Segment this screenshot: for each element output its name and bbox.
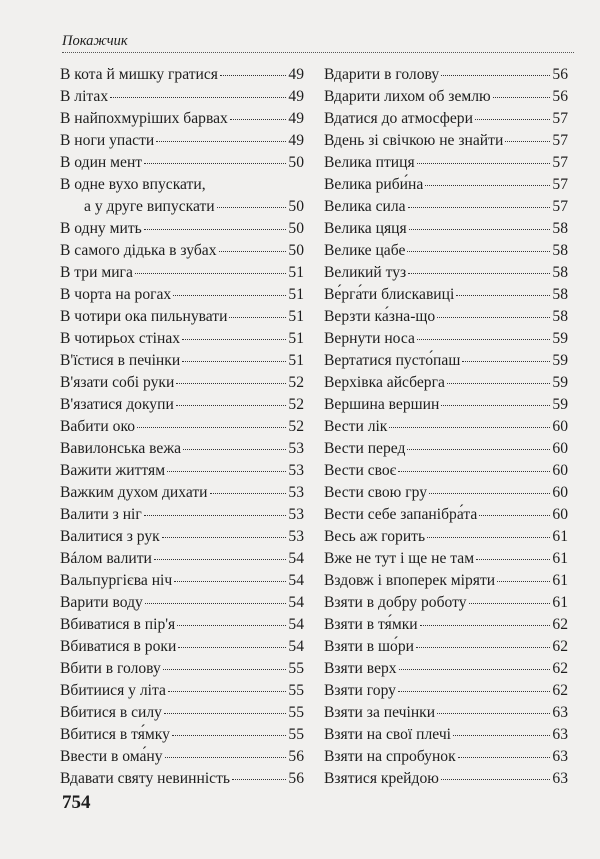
dot-leader	[162, 537, 287, 538]
index-entry-term: Велика сила	[324, 198, 406, 215]
index-entry-page: 57	[552, 154, 568, 171]
index-entry-page: 51	[288, 264, 304, 281]
dot-leader	[462, 361, 550, 362]
index-entry-page: 51	[288, 330, 304, 347]
index-entry-page: 58	[552, 220, 568, 237]
index-entry-term: Вавилонська вежа	[60, 440, 182, 457]
index-entry-page: 56	[288, 770, 304, 787]
dot-leader	[154, 559, 287, 560]
index-entry	[60, 372, 304, 394]
dot-leader	[475, 119, 550, 120]
index-entry-page: 51	[288, 286, 304, 303]
index-entry-term: Вести своє	[324, 462, 397, 479]
index-entry	[60, 570, 304, 592]
index-entry-term: Вернути носа	[324, 330, 415, 347]
index-entry-page: 60	[552, 418, 568, 435]
dot-leader	[389, 427, 550, 428]
dot-leader	[479, 515, 550, 516]
dot-leader	[429, 493, 550, 494]
index-entry-term: В три мига	[60, 264, 133, 281]
dot-leader	[398, 471, 550, 472]
index-entry-term: Важити життям	[60, 462, 166, 479]
index-entry-page: 54	[288, 616, 304, 633]
dot-leader	[493, 97, 551, 98]
index-entry-page: 54	[288, 550, 304, 567]
dot-leader	[437, 317, 550, 318]
index-entry-term: Великий туз	[324, 264, 407, 281]
index-entry-term: Вдарити в голову	[324, 66, 440, 83]
index-entry-page: 52	[288, 418, 304, 435]
index-entry-term: Валити з ніг	[60, 506, 142, 523]
index-entry-term: Вертатися пусто́паш	[324, 352, 461, 369]
dot-leader	[425, 185, 550, 186]
index-entry-page: 50	[288, 154, 304, 171]
index-entry-page: 59	[552, 374, 568, 391]
index-entry-term: Велика птиця	[324, 154, 415, 171]
index-entry-page: 52	[288, 374, 304, 391]
dot-leader	[453, 735, 550, 736]
index-entry-term: Вдарити лихом об землю	[324, 88, 491, 105]
index-entry-term: Вбитися в силу	[60, 704, 162, 721]
dot-leader	[182, 339, 286, 340]
index-entry	[324, 592, 568, 614]
index-entry	[324, 614, 568, 636]
index-entry-term: Вдень зі свічкою не знайти	[324, 132, 504, 149]
index-entry-page: 61	[552, 572, 568, 589]
index-entry	[60, 284, 304, 306]
dot-leader	[456, 295, 550, 296]
index-column-right	[324, 64, 568, 790]
index-entry	[60, 350, 304, 372]
index-entry-page: 59	[552, 330, 568, 347]
index-entry	[60, 328, 304, 350]
index-entry-page: 53	[288, 440, 304, 457]
index-entry-page: 62	[552, 660, 568, 677]
index-entry-term: Вести перед	[324, 440, 406, 457]
dot-leader	[137, 427, 286, 428]
index-entry-page: 62	[552, 616, 568, 633]
dot-leader	[230, 119, 287, 120]
index-entry	[60, 438, 304, 460]
dot-leader	[220, 75, 286, 76]
index-entry-term: В одне вухо впускати,	[60, 176, 206, 193]
index-entry-page: 61	[552, 594, 568, 611]
index-entry	[60, 768, 304, 790]
dot-leader	[417, 339, 551, 340]
index-entry-term: Вабити око	[60, 418, 136, 435]
index-entry	[324, 746, 568, 768]
dot-leader	[505, 141, 550, 142]
index-entry-term: В один мент	[60, 154, 143, 171]
index-entry-page: 63	[552, 726, 568, 743]
index-entry	[60, 658, 304, 680]
index-entry	[60, 394, 304, 416]
index-entry	[324, 680, 568, 702]
index-entry-page: 57	[552, 132, 568, 149]
index-entry-term: Вести себе запанібра́та	[324, 506, 478, 523]
index-entry-page: 59	[552, 352, 568, 369]
index-entry-page: 55	[288, 704, 304, 721]
index-entry	[324, 284, 568, 306]
dot-leader	[497, 581, 550, 582]
index-entry-term: Вáлом валити	[60, 550, 152, 567]
index-entry	[324, 724, 568, 746]
index-entry-page: 60	[552, 440, 568, 457]
index-entry-page: 57	[552, 176, 568, 193]
index-entry-page: 54	[288, 572, 304, 589]
index-entry-term: В'язати собі руки	[60, 374, 175, 391]
index-entry-page: 58	[552, 264, 568, 281]
index-entry-page: 51	[288, 352, 304, 369]
index-entry	[60, 152, 304, 174]
index-entry	[324, 218, 568, 240]
index-entry	[324, 64, 568, 86]
index-entry	[60, 218, 304, 240]
index-entry-page: 49	[288, 110, 304, 127]
dot-leader	[167, 471, 286, 472]
index-entry-page: 60	[552, 484, 568, 501]
index-entry-page: 53	[288, 528, 304, 545]
index-entry-term: Вальпургієва ніч	[60, 572, 173, 589]
index-entry-term: Важким духом дихати	[60, 484, 208, 501]
index-entry	[60, 702, 304, 724]
index-entry-term: Взяти гору	[324, 682, 396, 699]
index-entry-term: Вести лік	[324, 418, 388, 435]
dot-leader	[182, 361, 286, 362]
index-entry-term: Взяти за печінки	[324, 704, 436, 721]
dot-leader	[441, 75, 550, 76]
index-entry	[60, 746, 304, 768]
index-entry-term: Вбиватися в роки	[60, 638, 177, 655]
index-entry-term: Взятися крейдою	[324, 770, 439, 787]
index-entry	[60, 240, 304, 262]
index-entry-page: 63	[552, 770, 568, 787]
dot-leader	[176, 405, 287, 406]
index-entry	[60, 460, 304, 482]
index-entry-page: 61	[552, 550, 568, 567]
index-entry	[324, 86, 568, 108]
index-entry-term: В чотирьох стінах	[60, 330, 181, 347]
index-entry-page: 53	[288, 506, 304, 523]
dot-leader	[173, 295, 286, 296]
dot-leader	[469, 603, 551, 604]
dot-leader	[110, 97, 286, 98]
index-entry-page: 53	[288, 462, 304, 479]
index-entry-term: Взяти в шо́ри	[324, 638, 414, 655]
running-header: Покажчик	[62, 32, 574, 53]
index-entry-term: В літах	[60, 88, 109, 105]
index-entry	[324, 438, 568, 460]
dot-leader	[427, 537, 550, 538]
index-entry	[60, 64, 304, 86]
index-entry-page: 55	[288, 660, 304, 677]
index-entry	[60, 504, 304, 526]
index-entry-term: В самого дідька в зубах	[60, 242, 217, 259]
index-entry-term: Весь аж горить	[324, 528, 426, 545]
index-entry	[60, 724, 304, 746]
dot-leader	[417, 163, 551, 164]
index-entry-page: 50	[288, 198, 304, 215]
dot-leader	[408, 207, 551, 208]
index-entry-page: 55	[288, 726, 304, 743]
index-entry	[60, 592, 304, 614]
index-entry	[324, 328, 568, 350]
dot-leader	[441, 779, 551, 780]
index-entry	[60, 548, 304, 570]
index-entry	[324, 482, 568, 504]
index-entry-term: В'їстися в печінки	[60, 352, 181, 369]
index-entry-term: Ве́рга́ти блискавиці	[324, 286, 455, 303]
dot-leader	[144, 163, 286, 164]
index-entry	[60, 86, 304, 108]
dot-leader	[144, 515, 287, 516]
dot-leader	[210, 493, 287, 494]
index-entry	[324, 196, 568, 218]
index-entry-term: Вже не тут і ще не там	[324, 550, 475, 567]
dot-leader	[217, 207, 287, 208]
dot-leader	[420, 625, 551, 626]
index-entry	[324, 372, 568, 394]
index-entry	[324, 130, 568, 152]
dot-leader	[398, 691, 550, 692]
index-entry-page: 62	[552, 682, 568, 699]
index-entry-term: В'язатися докупи	[60, 396, 174, 413]
dot-leader	[407, 449, 550, 450]
index-entry-page: 56	[288, 748, 304, 765]
index-entry	[324, 702, 568, 724]
dot-leader	[232, 779, 286, 780]
index-entry	[324, 636, 568, 658]
dot-leader	[219, 251, 287, 252]
dot-leader	[409, 229, 551, 230]
index-entry	[60, 306, 304, 328]
dot-leader	[156, 141, 286, 142]
dot-leader	[437, 713, 550, 714]
index-entry-term: В чорта на рогах	[60, 286, 172, 303]
index-entry-term: Вбити в голову	[60, 660, 161, 677]
index-entry	[324, 306, 568, 328]
index-entry-page: 49	[288, 88, 304, 105]
index-entry-page: 58	[552, 242, 568, 259]
index-entry-page: 60	[552, 462, 568, 479]
index-entry	[324, 152, 568, 174]
index-entry-term: В одну мить	[60, 220, 142, 237]
index-entry-page: 50	[288, 220, 304, 237]
index-entry	[324, 504, 568, 526]
index-entry	[324, 262, 568, 284]
index-entry	[60, 614, 304, 636]
index-entry-page: 63	[552, 748, 568, 765]
index-entry-term: Верзти ка́зна-що	[324, 308, 436, 325]
index-entry	[60, 482, 304, 504]
index-entry-term: Вбитися в тя́мку	[60, 726, 170, 743]
index-entry	[60, 130, 304, 152]
index-entry	[60, 680, 304, 702]
index-entry-continuation	[60, 196, 304, 218]
index-entry-term: Взяти на свої плечі	[324, 726, 451, 743]
dot-leader	[172, 735, 287, 736]
index-entry-term: Велике цабе	[324, 242, 406, 259]
dot-leader	[458, 757, 551, 758]
index-entry-term: Взяти верх	[324, 660, 397, 677]
index-entry-term: В чотири ока пильнувати	[60, 308, 228, 325]
dot-leader	[165, 757, 287, 758]
index-entry	[324, 658, 568, 680]
index-entry-term: В найпохмуріших барвах	[60, 110, 228, 127]
dot-leader	[174, 581, 286, 582]
index-entry-term: Валитися з рук	[60, 528, 160, 545]
index-entry-term: В ноги упасти	[60, 132, 155, 149]
index-entry-page: 58	[552, 286, 568, 303]
index-entry	[324, 570, 568, 592]
index-entry-page: 57	[552, 110, 568, 127]
index-entry-term: Взяти на спробунок	[324, 748, 456, 765]
index-entry-term: Вдатися до атмосфери	[324, 110, 473, 127]
index-entry-term: Взяти в тя́мки	[324, 616, 418, 633]
dot-leader	[408, 273, 550, 274]
index-entry-term: Велика цяця	[324, 220, 407, 237]
dot-leader	[407, 251, 550, 252]
index-entry	[60, 108, 304, 130]
index-entry-term: Варити воду	[60, 594, 143, 611]
index-entry	[60, 526, 304, 548]
index-entry	[324, 174, 568, 196]
index-entry-page: 53	[288, 484, 304, 501]
index-entry	[324, 526, 568, 548]
index-entry-page: 63	[552, 704, 568, 721]
index-entry	[60, 416, 304, 438]
index-entry-page: 61	[552, 528, 568, 545]
index-entry	[324, 548, 568, 570]
dot-leader	[476, 559, 550, 560]
index-entry-term: Взяти в добру роботу	[324, 594, 467, 611]
dot-leader	[416, 647, 550, 648]
page-number: 754	[62, 792, 91, 813]
dot-leader	[178, 647, 286, 648]
index-entry-term: Вбитиися у літа	[60, 682, 166, 699]
index-entry-term: Вершина вершин	[324, 396, 440, 413]
dot-leader	[135, 273, 287, 274]
index-entry-term: Верхівка айсберга	[324, 374, 445, 391]
index-entry-page: 54	[288, 638, 304, 655]
index-entry-term: Вести свою гру	[324, 484, 427, 501]
index-entry	[60, 636, 304, 658]
index-entry	[324, 394, 568, 416]
index-entry-term: Ввести в ома́ну	[60, 748, 163, 765]
index-entry	[324, 460, 568, 482]
index-entry-term: Велика риби́на	[324, 176, 424, 193]
index-entry-page: 62	[552, 638, 568, 655]
index-entry-page: 52	[288, 396, 304, 413]
dot-leader	[144, 229, 287, 230]
dot-leader	[176, 383, 286, 384]
index-entry-page: 56	[552, 66, 568, 83]
index-entry-page: 55	[288, 682, 304, 699]
index-entry-page: 54	[288, 594, 304, 611]
index-entry-page: 49	[288, 132, 304, 149]
index-entry-term-continued: а у друге випускати	[84, 198, 215, 215]
index-entry	[324, 350, 568, 372]
index-entry	[60, 174, 304, 218]
dot-leader	[145, 603, 287, 604]
index-entry-page: 51	[288, 308, 304, 325]
index-entry	[324, 240, 568, 262]
index-entry	[60, 262, 304, 284]
dot-leader	[447, 383, 550, 384]
index-entry-term: Вдавати святу невинність	[60, 770, 231, 787]
index-entry	[324, 416, 568, 438]
index-entry	[324, 108, 568, 130]
index-entry-page: 60	[552, 506, 568, 523]
dot-leader	[168, 691, 286, 692]
index-entry-page: 50	[288, 242, 304, 259]
index-entry-term: Вздовж і впоперек міряти	[324, 572, 496, 589]
index-column-left	[60, 64, 304, 790]
index-entry-page: 59	[552, 396, 568, 413]
index-entry	[324, 768, 568, 790]
index-entry-term: В кота й мишку гратися	[60, 66, 218, 83]
index-entry-page: 57	[552, 198, 568, 215]
dot-leader	[399, 669, 551, 670]
dot-leader	[441, 405, 550, 406]
index-entry-page: 49	[288, 66, 304, 83]
dot-leader	[177, 625, 286, 626]
dot-leader	[163, 669, 287, 670]
index-entry-term: Вбиватися в пір'я	[60, 616, 176, 633]
dot-leader	[164, 713, 286, 714]
dot-leader	[183, 449, 286, 450]
index-entry-page: 56	[552, 88, 568, 105]
index-entry-page: 58	[552, 308, 568, 325]
dot-leader	[229, 317, 286, 318]
